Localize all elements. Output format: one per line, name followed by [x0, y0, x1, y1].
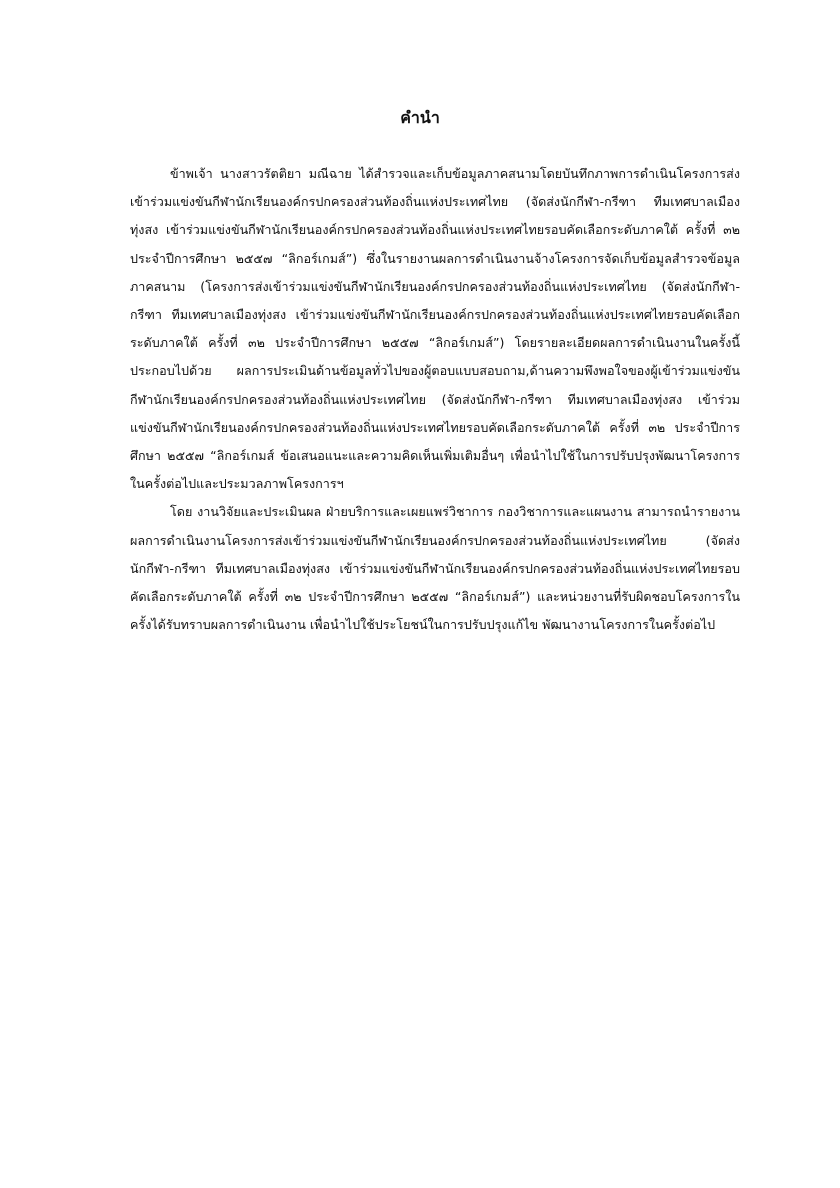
paragraph-preface-purpose: โดย งานวิจัยและประเมินผล ฝ่ายบริการและเผยแพร่วิชาการ กองวิชาการและแผนงาน สามารถนำรายงานผลการดำเนินงานโครงการส่งเข้าร่วมแข่งขันกีฬานักเรียนองค์กรปกครองส่วนท้องถิ่นแห่งประเทศไทย (จัดส่งนักกีฬา-กรีฑา ทีมเทศบาลเมืองทุ่งสง เข้าร่วมแข่งขันกีฬานักเรียนองค์กรปกครองส่วนท้องถิ่นแห่งประเทศไทยรอบคัดเลือกระดับภาคใต้ ครั้งที่ ๓๒ ประจำปีการศึกษา ๒๕๕๗ “ลิกอร์เกมส์”) และหน่วยงานที่รับผิดชอบโครงการในครั้งได้รับทราบผลการดำเนินงาน เพื่อนำไปใช้ประโยชน์ในการปรับปรุงแก้ไข พัฒนางานโครงการในครั้งต่อไป	[130, 504, 740, 633]
document-body	[130, 160, 740, 639]
page-title: คำนำ	[400, 108, 440, 127]
paragraph-preface-intro: ข้าพเจ้า นางสาวรัตติยา มณีฉาย ได้สำรวจและเก็บข้อมูลภาคสนามโดยบันทึกภาพการดำเนินโครงการส่งเข้าร่วมแข่งขันกีฬานักเรียนองค์กรปกครองส่วนท้องถิ่นแห่งประเทศไทย (จัดส่งนักกีฬา-กรีฑา ทีมเทศบาลเมืองทุ่งสง เข้าร่วมแข่งขันกีฬานักเรียนองค์กรปกครองส่วนท้องถิ่นแห่งประเทศไทยรอบคัดเลือกระดับภาคใต้ ครั้งที่ ๓๒ ประจำปีการศึกษา ๒๕๕๗ “ลิกอร์เกมส์”) ซึ่งในรายงานผลการดำเนินงานจ้างโครงการจัดเก็บข้อมูลสำรวจข้อมูลภาคสนาม (โครงการส่งเข้าร่วมแข่งขันกีฬานักเรียนองค์กรปกครองส่วนท้องถิ่นแห่งประเทศไทย (จัดส่งนักกีฬา-กรีฑา ทีมเทศบาลเมืองทุ่งสง เข้าร่วมแข่งขันกีฬานักเรียนองค์กรปกครองส่วนท้องถิ่นแห่งประเทศไทยรอบคัดเลือกระดับภาคใต้ ครั้งที่ ๓๒ ประจำปีการศึกษา ๒๕๕๗ “ลิกอร์เกมส์”) โดยรายละเอียดผลการดำเนินงานในครั้งนี้ประกอบไปด้วย ผลการประเมินด้านข้อมูลทั่วไปของผู้ตอบแบบสอบถาม,ด้านความพึงพอใจของผู้เข้าร่วมแข่งขันกีฬานักเรียนองค์กรปกครองส่วนท้องถิ่นแห่งประเทศไทย (จัดส่งนักกีฬา-กรีฑา ทีมเทศบาลเมืองทุ่งสง เข้าร่วมแข่งขันกีฬานักเรียนองค์กรปกครองส่วนท้องถิ่นแห่งประเทศไทยรอบคัดเลือกระดับภาคใต้ ครั้งที่ ๓๒ ประจำปีการศึกษา ๒๕๕๗ “ลิกอร์เกมส์ ข้อเสนอแนะและความคิดเห็นเพิ่มเติมอื่นๆ เพื่อนำไปใช้ในการปรับปรุงพัฒนาโครงการในครั้งต่อไปและประมวลภาพโครงการฯ	[130, 166, 740, 492]
